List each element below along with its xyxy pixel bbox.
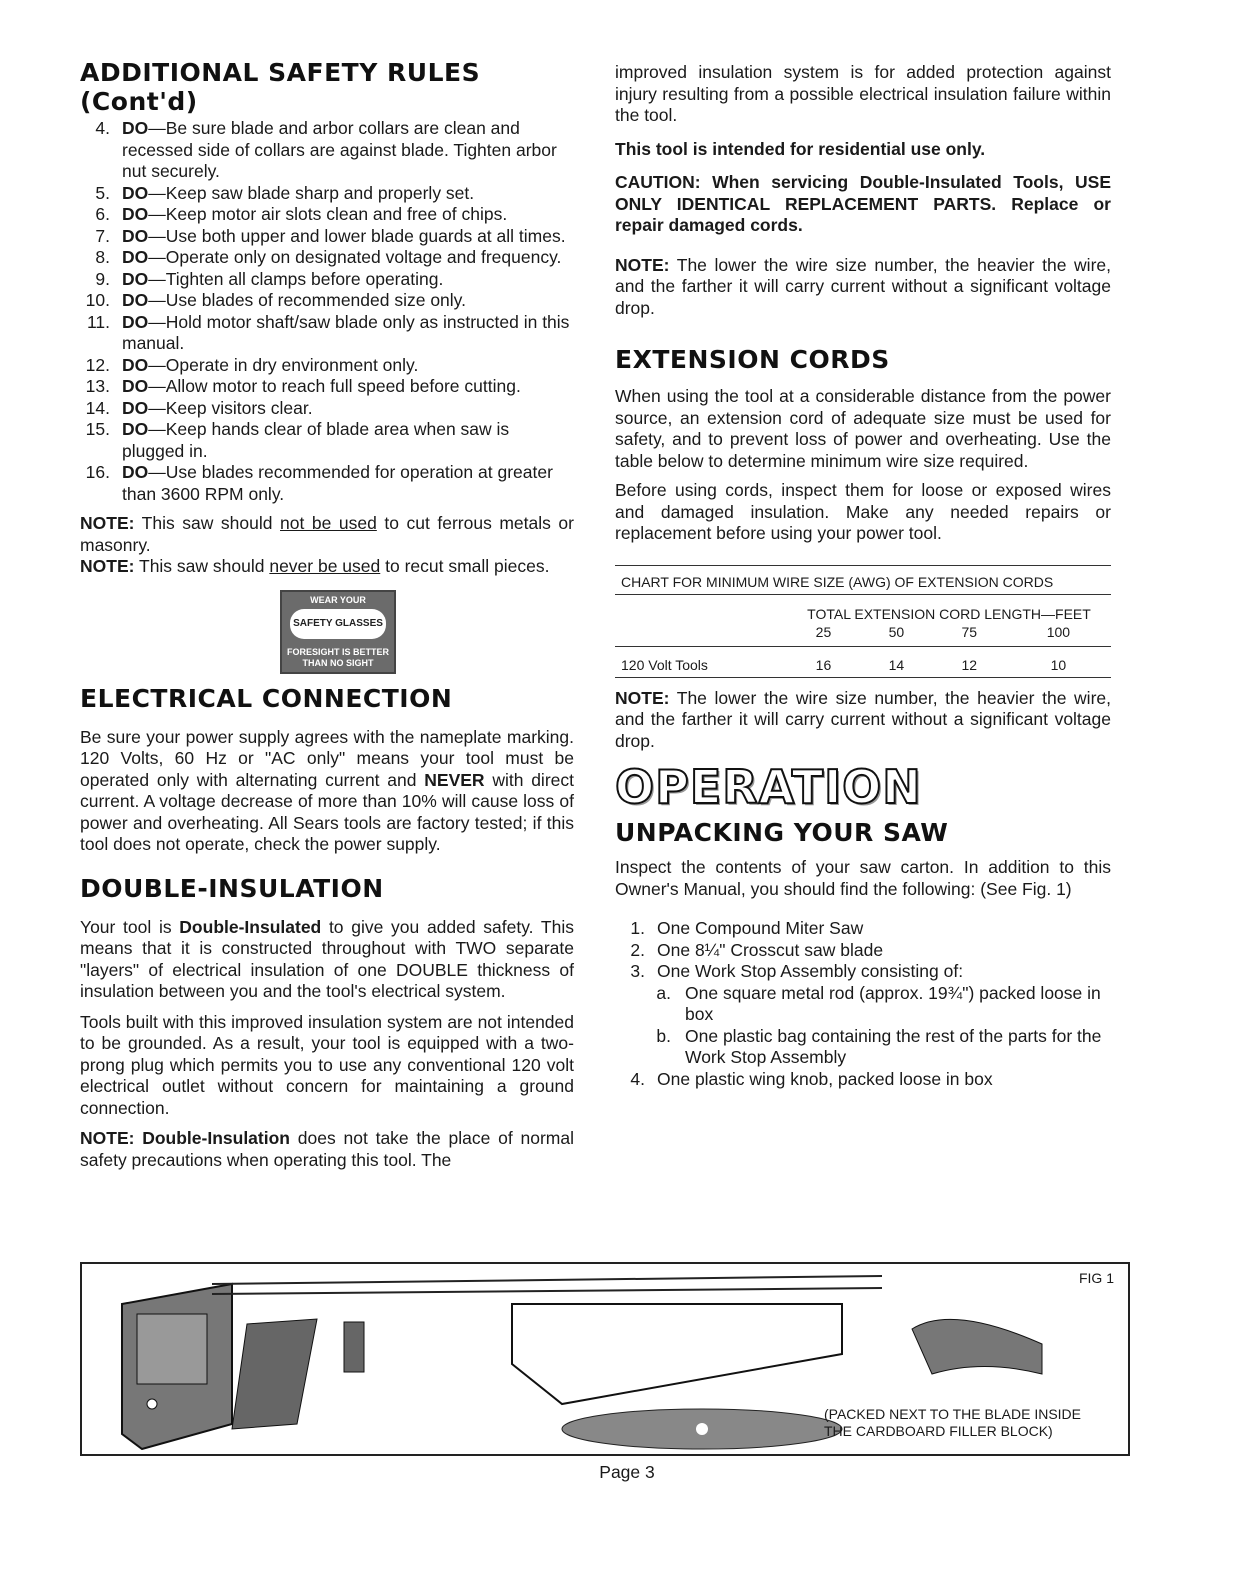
table-row [615,646,1111,677]
table-cell: 16 [815,656,832,673]
list-item: 3. One Work Stop Assembly consisting of: [630,961,964,981]
list-item: 14. DO—Keep visitors clear. [85,397,313,418]
list-item: 15. DO—Keep hands clear of blade area when saw is plugged in. [85,419,510,461]
length-header: 25 [815,623,832,640]
contents-list [615,918,1111,1090]
wing-knob-icon [912,1319,1042,1374]
double-insulation-note: NOTE: Double-Insulation does not take the place of normal safety precautions when operating this tool. The [80,1128,574,1170]
miter-saw-icon [122,1284,232,1449]
wire-size-note-2: NOTE: The lower the wire size number, the heavier the wire, and the farther it will carry current without a significant voltage drop. [615,687,1111,751]
list-item: 13. DO—Allow motor to reach full speed before cutting. [85,376,521,396]
list-item: 4. One plastic wing knob, packed loose in box [630,1068,993,1089]
list-item: 6. DO—Keep motor air slots clean and free of chips. [95,204,508,224]
electrical-heading: ELECTRICAL CONNECTION [80,683,453,713]
extension-p2: Before using cords, inspect them for loose or exposed wires and damaged insulation. Make any needed repairs or replacement before using your power tool. [615,480,1111,543]
list-item: 11. DO—Hold motor shaft/saw blade only as instructed in this manual. [86,311,570,353]
glasses-icon: SAFETY GLASSES [290,609,386,639]
wire-size-note: NOTE: The lower the wire size number, the heavier the wire, and the farther it will carry current without a significant voltage drop. [615,254,1111,318]
extension-p1: When using the tool at a considerable distance from the power source, an extension cord of adequate size must be used for safety, and to prevent loss of power and overheating. Use the table below to determine minimum wire size required. [615,386,1111,471]
bracket-icon [232,1319,317,1429]
table-subheader: TOTAL EXTENSION CORD LENGTH—FEET [807,605,1091,622]
caution-note: CAUTION: When servicing Double-Insulated Tools, USE ONLY IDENTICAL REPLACEMENT PARTS. Replace or repair damaged cords. [615,172,1111,235]
table-row-label: 120 Volt Tools [621,656,708,673]
table-cell: 10 [1050,656,1067,673]
list-item: 8. DO—Operate only on designated voltage and frequency. [95,247,562,267]
wire-chart-title: CHART FOR MINIMUM WIRE SIZE (AWG) OF EXTENSION CORDS [615,565,1111,595]
unpacking-heading: UNPACKING YOUR SAW [615,818,949,847]
figure-1 [80,1262,1130,1456]
double-insulation-heading: DOUBLE-INSULATION [80,873,384,903]
extension-cords-heading: EXTENSION CORDS [615,345,890,374]
page-number: Page 3 [599,1462,655,1482]
table-subheader-row [615,605,1111,623]
list-item: b. One plastic bag containing the rest of the parts for the Work Stop Assembly [656,1025,1102,1067]
left-column [80,58,574,1171]
list-item: 2. One 8¼" Crosscut saw blade [630,939,884,960]
figure-label: FIG 1 [1078,1270,1114,1286]
list-item: a. One square metal rod (approx. 19¾") packed loose in box [656,982,1101,1024]
list-item: 4. DO—Be sure blade and arbor collars are clean and recessed side of collars are against blade. Tighten arbor nut securely. [95,118,557,181]
double-insulation-p2: Tools built with this improved insulation system are not intended to be grounded. As a result, your tool is equipped with a two-prong plug which permits you to use any conventional 120 volt electrical outlet without concern for maintaining a ground connection. [80,1011,574,1118]
list-item: 5. DO—Keep saw blade sharp and properly set. [95,182,475,203]
figure-caption: (PACKED NEXT TO THE BLADE INSIDE THE CARDBOARD FILLER BLOCK) [824,1406,1081,1439]
rod-icon [212,1276,882,1284]
length-header: 50 [888,623,905,640]
safety-rules-list [80,118,574,505]
list-item: 7. DO—Use both upper and lower blade guards at all times. [95,225,566,246]
list-item: 10. DO—Use blades of recommended size only. [85,290,466,310]
table-cell: 12 [961,656,978,673]
table-lengths-row [615,623,1111,647]
block-icon [344,1322,364,1372]
insulation-continued: improved insulation system is for added protection against injury resulting from a possible electrical insulation failure within the tool. [615,62,1111,125]
list-item: 12. DO—Operate in dry environment only. [85,354,419,375]
note-recut: NOTE: This saw should never be used to recut small pieces. [80,556,550,576]
length-header: 100 [1046,623,1071,640]
residential-use-note: This tool is intended for residential use only. [615,138,986,159]
note-ferrous: NOTE: This saw should not be used to cut ferrous metals or masonry. [80,513,574,555]
double-insulation-p1: Your tool is Double-Insulated to give you added safety. This means that it is constructed throughout with TWO separate "layers" of electrical insulation of one DOUBLE thickness of insulation between you and the tool's electrical system. [80,916,574,1001]
unpacking-paragraph: Inspect the contents of your saw carton. In addition to this Owner's Manual, you should find the following: (See Fig. 1) [615,857,1111,899]
list-item: 16. DO—Use blades recommended for operation at greater than 3600 RPM only. [85,462,553,504]
operation-heading: OPERATION [615,760,922,814]
length-header: 75 [961,623,978,640]
safety-rules-heading: ADDITIONAL SAFETY RULES (Cont'd) [80,58,481,116]
list-item: 1. One Compound Miter Saw [630,918,864,938]
right-column [615,62,1111,1090]
safety-glasses-graphic: WEAR YOUR SAFETY GLASSES FORESIGHT IS BETTER THAN NO SIGHT [280,590,396,674]
electrical-paragraph: Be sure your power supply agrees with the nameplate marking. 120 Volts, 60 Hz or "AC only" means your tool must be operated only with alternating current and NEVER with direct current. A voltage decrease of more than 10% will cause loss of power and overheating. All Sears tools are factory tested; if this tool does not operate, check the power supply. [80,726,574,854]
list-item: 9. DO—Tighten all clamps before operating. [95,268,444,289]
wire-size-table [615,605,1111,678]
table-cell: 14 [888,656,905,673]
work-stop-icon [512,1304,842,1404]
